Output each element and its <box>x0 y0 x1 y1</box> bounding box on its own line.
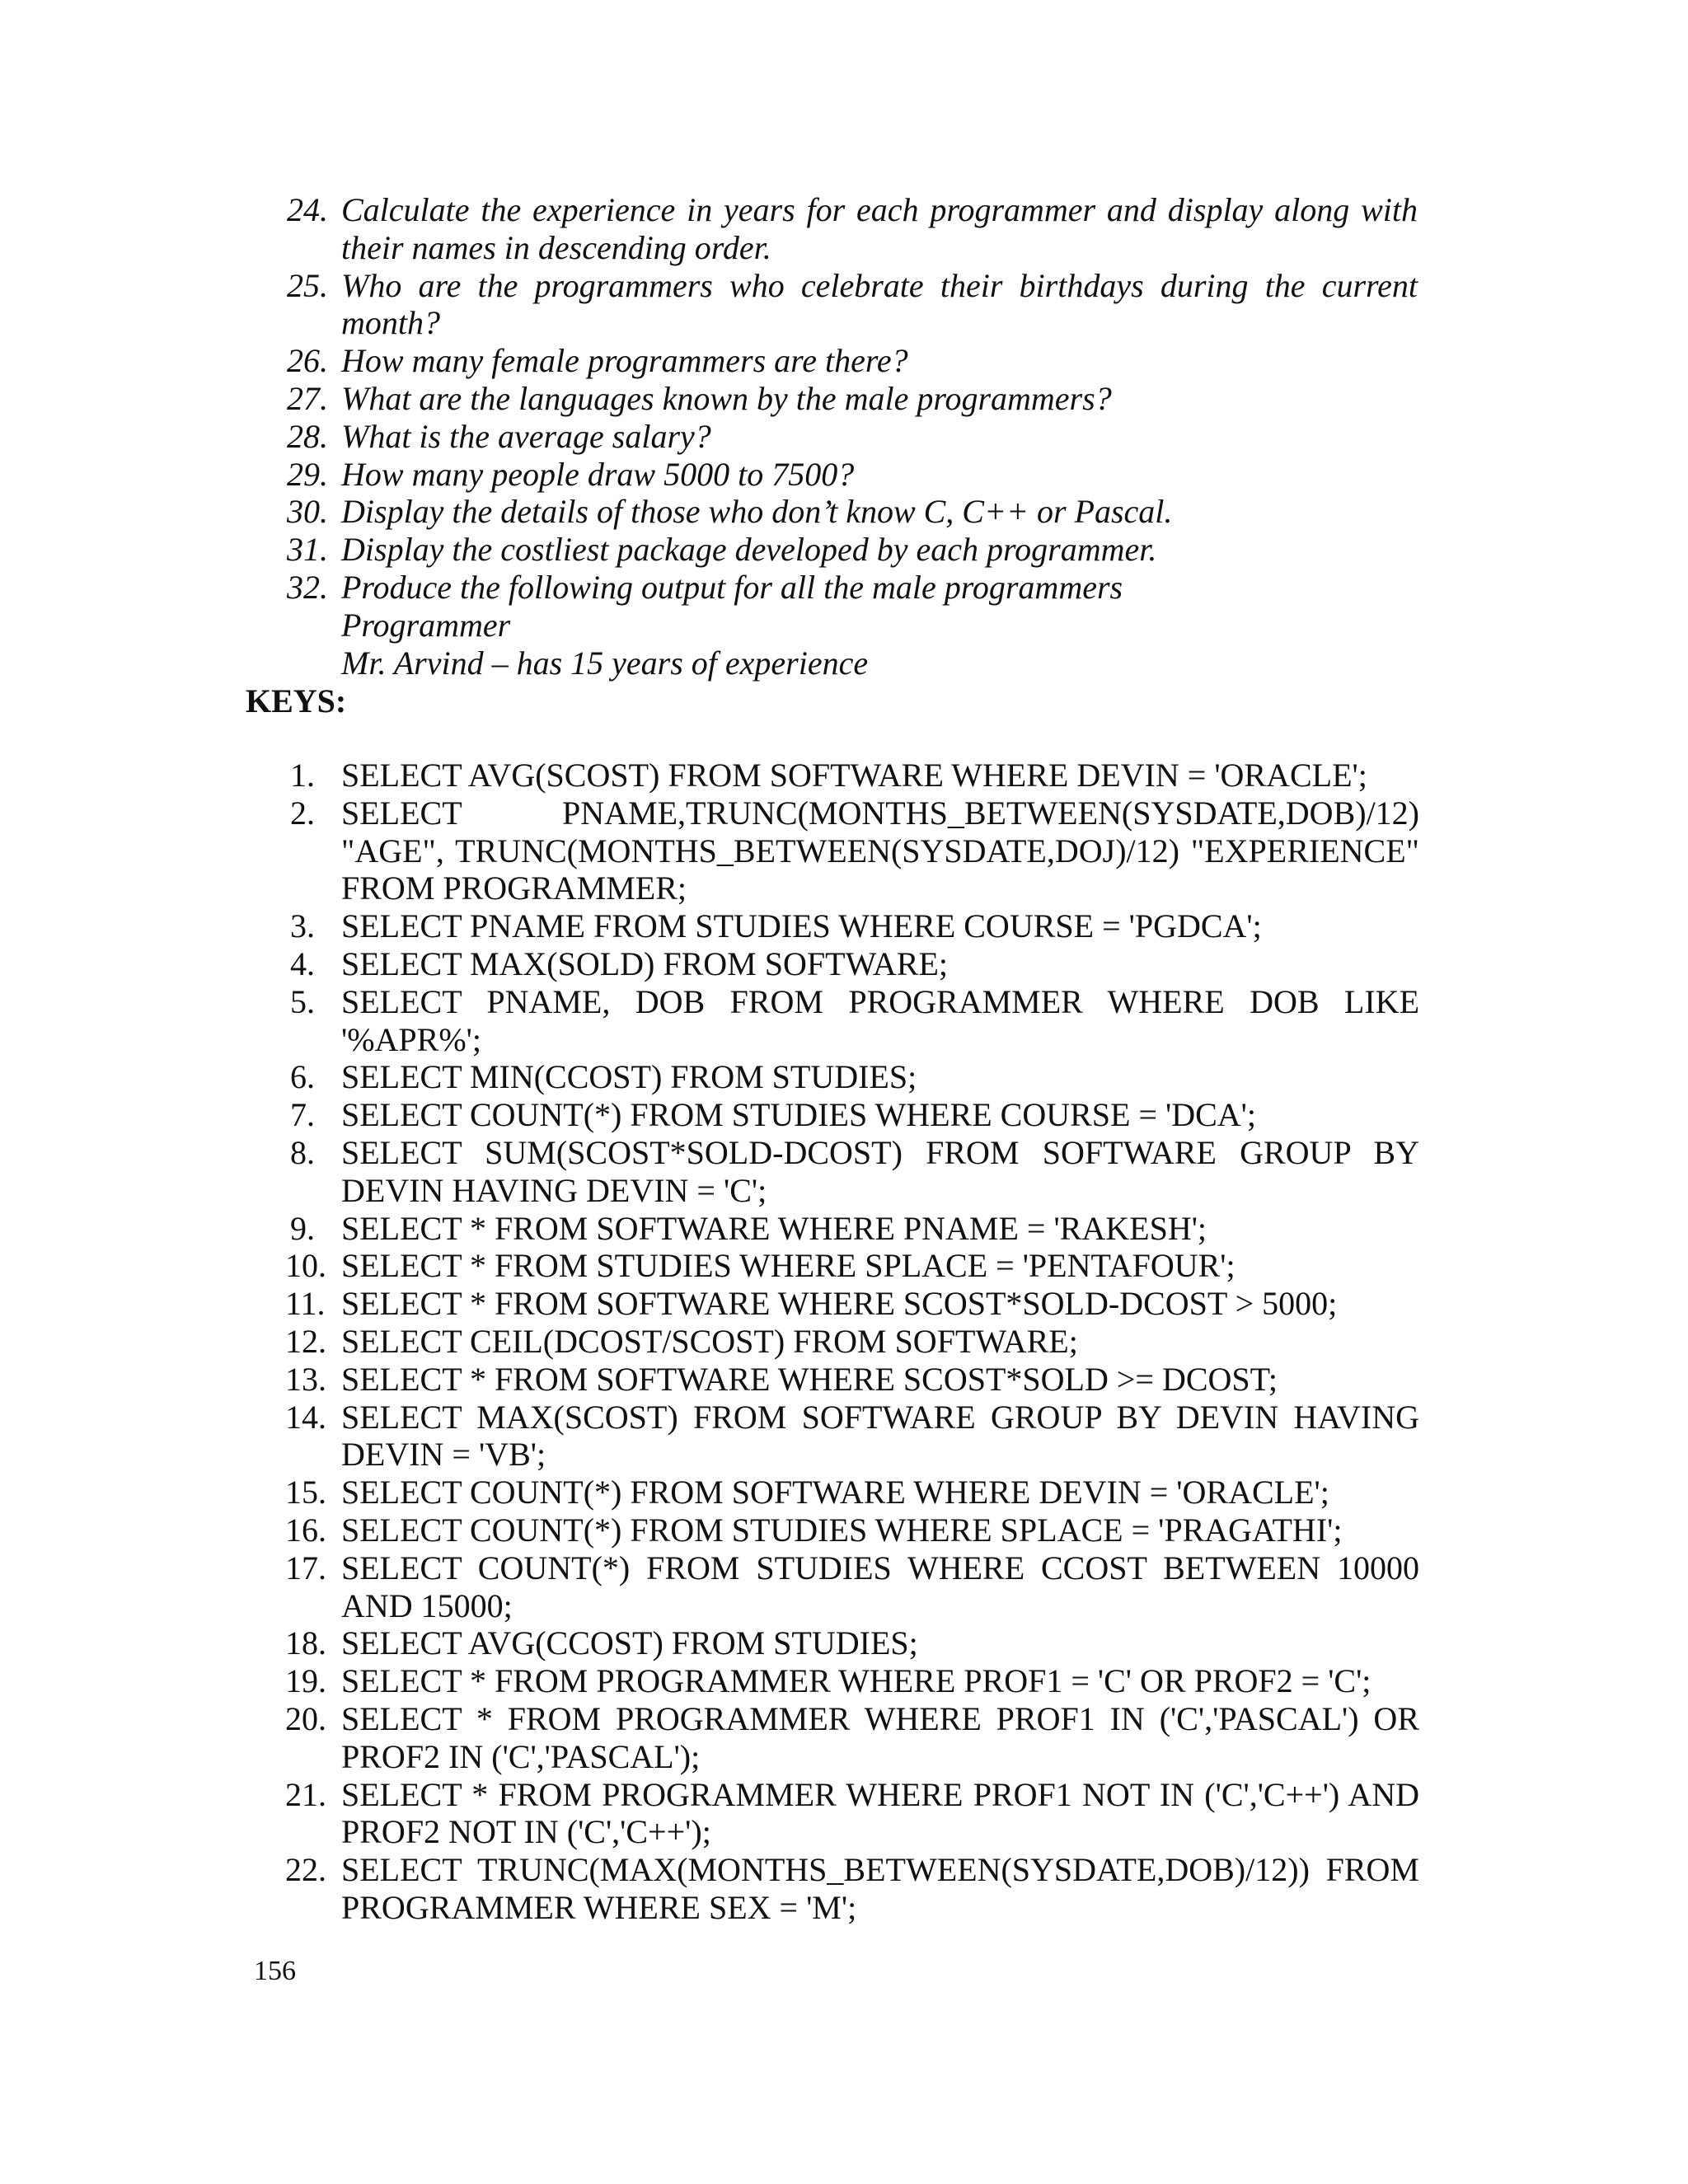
answer-key-item <box>285 1851 1419 1927</box>
key-number: 11. <box>285 1285 326 1323</box>
sql-query: SELECT MIN(CCOST) FROM STUDIES; <box>341 1058 917 1096</box>
sql-query: SELECT COUNT(*) FROM STUDIES WHERE SPLACE = 'PRAGATHI'; <box>341 1511 1343 1549</box>
sql-query: SELECT MAX(SOLD) FROM SOFTWARE; <box>341 944 948 982</box>
key-number: 7. <box>290 1096 315 1134</box>
sql-query: SELECT COUNT(*) FROM STUDIES WHERE CCOST BETWEEN 10000 AND 15000; <box>341 1549 1419 1624</box>
key-number: 13. <box>285 1360 326 1398</box>
answer-key-item <box>285 1285 1419 1323</box>
key-number: 9. <box>290 1209 315 1247</box>
answer-key-item <box>290 794 1419 907</box>
sql-query: SELECT * FROM PROGRAMMER WHERE PROF1 NOT IN ('C','C++') AND PROF2 NOT IN ('C','C++'); <box>341 1775 1419 1851</box>
answer-key-item <box>285 1624 1419 1662</box>
question-item <box>287 531 1418 569</box>
question-item <box>287 568 1418 682</box>
answer-key-item <box>290 983 1419 1059</box>
answer-key-item <box>290 1058 1419 1096</box>
answer-key-item <box>285 1360 1419 1399</box>
key-number: 3. <box>290 907 315 945</box>
key-number: 5. <box>290 982 315 1020</box>
answer-key-item <box>285 1322 1419 1361</box>
answer-key-item <box>290 1134 1419 1210</box>
key-number: 8. <box>290 1133 315 1171</box>
question-text: Who are the programmers who celebrate their birthdays during the current month? <box>341 266 1418 342</box>
question-number: 28. <box>287 417 328 455</box>
question-text: How many people draw 5000 to 7500? <box>341 455 855 493</box>
sql-query: SELECT TRUNC(MAX(MONTHS_BETWEEN(SYSDATE,DOB)/12)) FROM PROGRAMMER WHERE SEX = 'M'; <box>341 1851 1419 1926</box>
sql-query: SELECT COUNT(*) FROM SOFTWARE WHERE DEVIN = 'ORACLE'; <box>341 1474 1329 1511</box>
question-number: 25. <box>287 266 328 304</box>
question-item <box>287 266 1418 343</box>
question-text: Calculate the experience in years for each programmer and display along with their names in descending order. <box>341 191 1418 266</box>
sql-query: SELECT SUM(SCOST*SOLD-DCOST) FROM SOFTWARE GROUP BY DEVIN HAVING DEVIN = 'C'; <box>341 1133 1419 1209</box>
key-number: 2. <box>290 794 315 832</box>
sql-query: SELECT * FROM STUDIES WHERE SPLACE = 'PENTAFOUR'; <box>341 1247 1236 1285</box>
sql-query: SELECT MAX(SCOST) FROM SOFTWARE GROUP BY DEVIN HAVING DEVIN = 'VB'; <box>341 1398 1419 1474</box>
sql-query: SELECT AVG(CCOST) FROM STUDIES; <box>341 1624 918 1662</box>
answer-key-item <box>285 1247 1419 1285</box>
sample-output-line: Mr. Arvind – has 15 years of experience <box>341 644 869 682</box>
key-number: 10. <box>285 1247 326 1285</box>
keys-heading: KEYS: <box>246 682 347 719</box>
key-number: 15. <box>285 1474 326 1511</box>
question-item <box>287 455 1418 494</box>
sql-query: SELECT PNAME,TRUNC(MONTHS_BETWEEN(SYSDATE,DOB)/12) "AGE", TRUNC(MONTHS_BETWEEN(SYSDATE,DOJ)/12) "EXPERIENCE" FROM PROGRAMMER; <box>341 794 1419 907</box>
answer-key-item <box>290 1210 1419 1248</box>
question-text: Display the details of those who don’t know C, C++ or Pascal. <box>341 493 1173 531</box>
answer-key-item <box>290 1096 1419 1134</box>
sql-query: SELECT * FROM PROGRAMMER WHERE PROF1 = 'C' OR PROF2 = 'C'; <box>341 1662 1372 1700</box>
question-item <box>287 417 1418 456</box>
sql-query: SELECT PNAME FROM STUDIES WHERE COURSE = 'PGDCA'; <box>341 907 1262 945</box>
question-list <box>287 191 1418 682</box>
question-number: 27. <box>287 379 328 417</box>
question-text: How many female programmers are there? <box>341 342 908 380</box>
sql-query: SELECT * FROM PROGRAMMER WHERE PROF1 IN ('C','PASCAL') OR PROF2 IN ('C','PASCAL'); <box>341 1699 1419 1775</box>
answer-key-item <box>290 757 1419 794</box>
question-text: Display the costliest package developed by each programmer. <box>341 531 1157 569</box>
answer-key-item <box>285 1549 1419 1625</box>
answer-key-item <box>285 1775 1419 1852</box>
question-item <box>287 493 1418 531</box>
sample-output-heading: Programmer <box>341 606 511 644</box>
question-number: 26. <box>287 342 328 380</box>
answer-key-item <box>290 907 1419 945</box>
key-number: 16. <box>285 1511 326 1549</box>
question-text: What is the average salary? <box>341 417 711 455</box>
sql-query: SELECT COUNT(*) FROM STUDIES WHERE COURSE = 'DCA'; <box>341 1096 1256 1134</box>
answer-key-item <box>285 1474 1419 1511</box>
question-number: 32. <box>287 568 328 606</box>
key-number: 21. <box>285 1775 326 1813</box>
sql-query: SELECT * FROM SOFTWARE WHERE SCOST*SOLD-DCOST > 5000; <box>341 1285 1338 1323</box>
answer-key-item <box>285 1699 1419 1776</box>
question-text: Produce the following output for all the male programmers <box>341 568 1123 606</box>
key-number: 22. <box>285 1851 326 1889</box>
key-number: 12. <box>285 1322 326 1360</box>
sql-query: SELECT PNAME, DOB FROM PROGRAMMER WHERE DOB LIKE '%APR%'; <box>341 982 1419 1058</box>
answer-key-list <box>285 757 1419 1927</box>
sql-query: SELECT * FROM SOFTWARE WHERE PNAME = 'RAKESH'; <box>341 1209 1207 1247</box>
key-number: 14. <box>285 1398 326 1436</box>
sql-query: SELECT CEIL(DCOST/SCOST) FROM SOFTWARE; <box>341 1322 1078 1360</box>
key-number: 18. <box>285 1624 326 1662</box>
question-number: 24. <box>287 191 328 228</box>
question-number: 29. <box>287 455 328 493</box>
question-text: What are the languages known by the male programmers? <box>341 379 1112 417</box>
question-item <box>287 191 1418 267</box>
key-number: 6. <box>290 1058 315 1096</box>
question-number: 31. <box>287 531 328 569</box>
answer-key-item <box>285 1662 1419 1700</box>
sql-query: SELECT AVG(SCOST) FROM SOFTWARE WHERE DEVIN = 'ORACLE'; <box>341 757 1367 794</box>
answer-key-item <box>290 945 1419 983</box>
question-item <box>287 379 1418 418</box>
key-number: 1. <box>290 757 315 794</box>
answer-key-item <box>285 1398 1419 1474</box>
sql-query: SELECT * FROM SOFTWARE WHERE SCOST*SOLD >= DCOST; <box>341 1360 1278 1398</box>
question-item <box>287 342 1418 380</box>
key-number: 20. <box>285 1699 326 1737</box>
question-number: 30. <box>287 493 328 531</box>
key-number: 4. <box>290 944 315 982</box>
page-number: 156 <box>254 1956 296 1986</box>
answer-key-item <box>285 1511 1419 1549</box>
key-number: 19. <box>285 1662 326 1700</box>
key-number: 17. <box>285 1549 326 1586</box>
